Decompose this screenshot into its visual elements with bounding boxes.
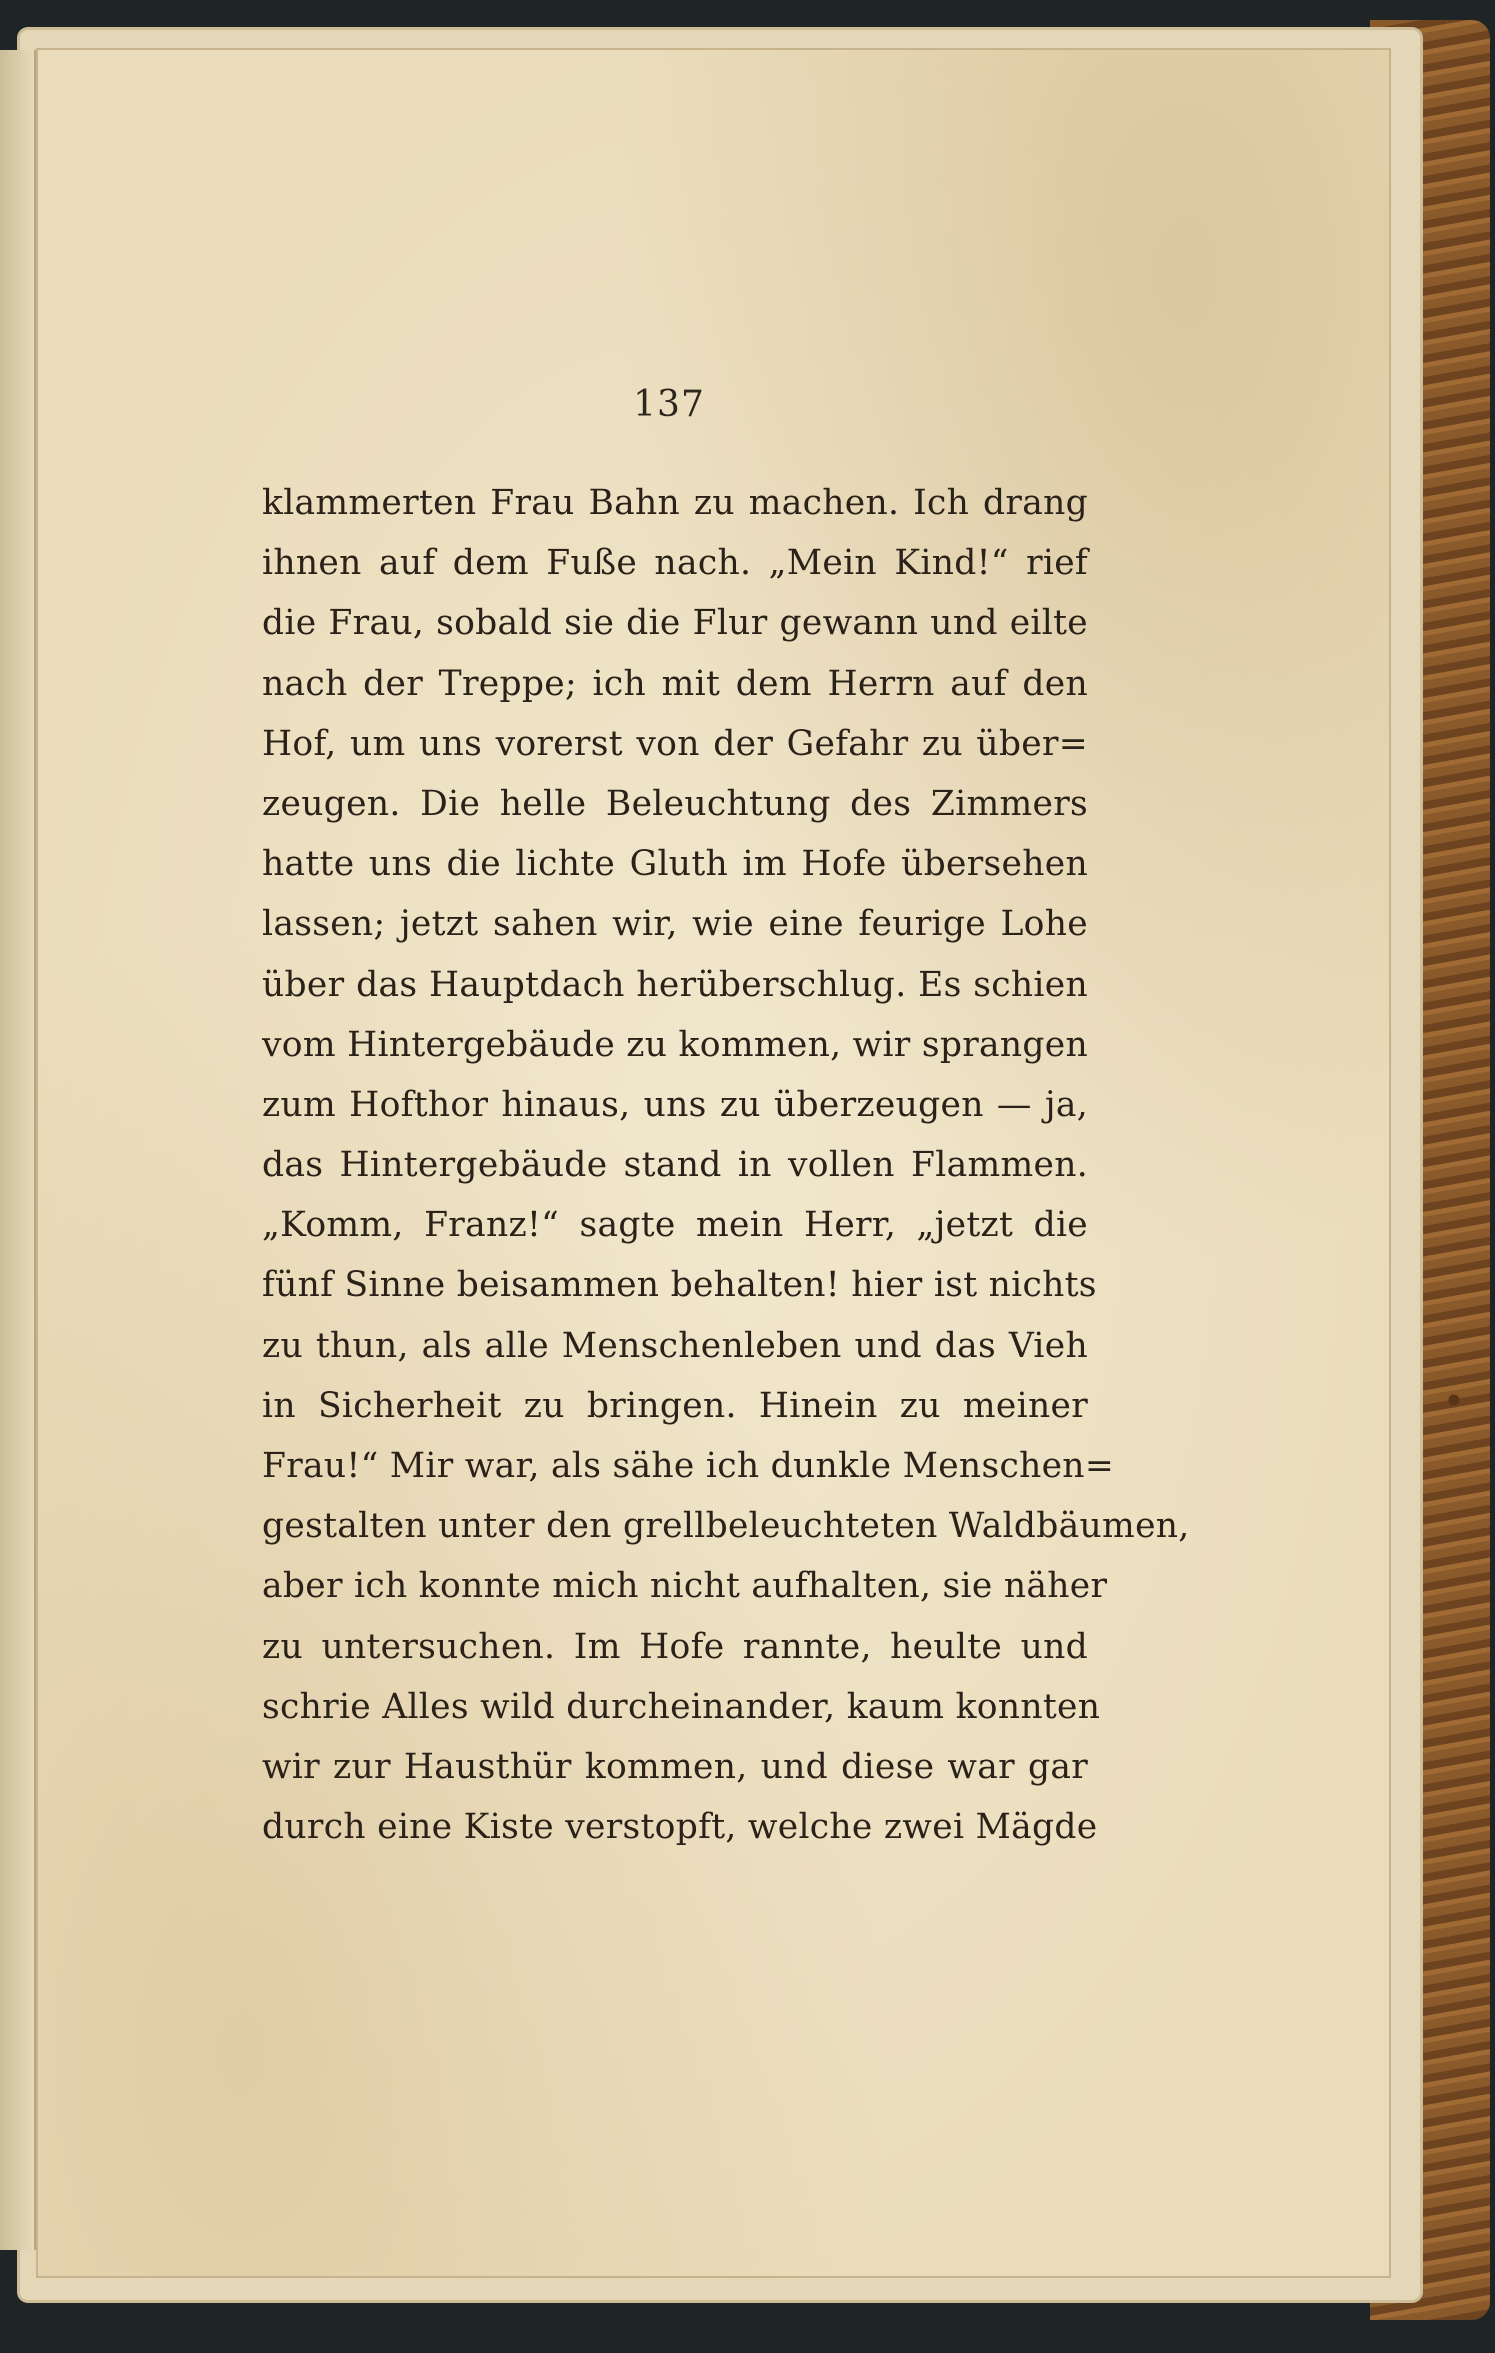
page-body-text — [262, 473, 1190, 1857]
page-number: 137 — [633, 384, 705, 425]
text-line: fünf Sinne beisammen behalten! hier ist nichts — [262, 1265, 1097, 1306]
text-line: durch eine Kiste verstopft, welche zwei Mägde — [262, 1807, 1098, 1848]
text-line: schrie Alles wild durcheinander, kaum konnten — [262, 1686, 1101, 1727]
text-line: klammerten Frau Bahn zu machen. Ich drang — [262, 483, 1088, 523]
text-line: wir zur Hausthür kommen, und diese war gar — [262, 1746, 1088, 1787]
text-line: über das Hauptdach herüberschlug. Es schien — [262, 964, 1088, 1005]
text-line: das Hintergebäude stand in vollen Flammen. — [262, 1145, 1088, 1186]
book-page — [36, 48, 1391, 2278]
text-line: hatte uns die lichte Gluth im Hofe übersehen — [262, 844, 1088, 885]
text-line: nach der Treppe; ich mit dem Herrn auf den — [262, 663, 1088, 704]
text-line: zu untersuchen. Im Hofe rannte, heulte und — [262, 1626, 1088, 1667]
text-line: die Frau, sobald sie die Flur gewann und eilte — [262, 603, 1088, 644]
text-line: aber ich konnte mich nicht aufhalten, sie näher — [262, 1566, 1108, 1607]
text-line: zu thun, als alle Menschenleben und das Vieh — [262, 1325, 1088, 1366]
text-line: Frau!“ Mir war, als sähe ich dunkle Menschen= — [262, 1446, 1115, 1486]
text-line: „Komm, Franz!“ sagte mein Herr, „jetzt die — [262, 1205, 1088, 1246]
text-line: zum Hofthor hinaus, uns zu überzeugen — ja, — [262, 1084, 1088, 1125]
text-line: in Sicherheit zu bringen. Hinein zu meiner — [262, 1385, 1088, 1426]
previous-page-edge — [0, 50, 36, 2250]
text-line: Hof, um uns vorerst von der Gefahr zu über= — [262, 723, 1088, 764]
text-line: vom Hintergebäude zu kommen, wir sprangen — [262, 1024, 1089, 1065]
text-line: ihnen auf dem Fuße nach. „Mein Kind!“ rief — [262, 543, 1088, 584]
text-line: gestalten unter den grellbeleuchteten Waldbäumen, — [262, 1506, 1190, 1547]
text-line: zeugen. Die helle Beleuchtung des Zimmers — [262, 783, 1088, 824]
text-line: lassen; jetzt sahen wir, wie eine feurige Lohe — [262, 904, 1088, 945]
